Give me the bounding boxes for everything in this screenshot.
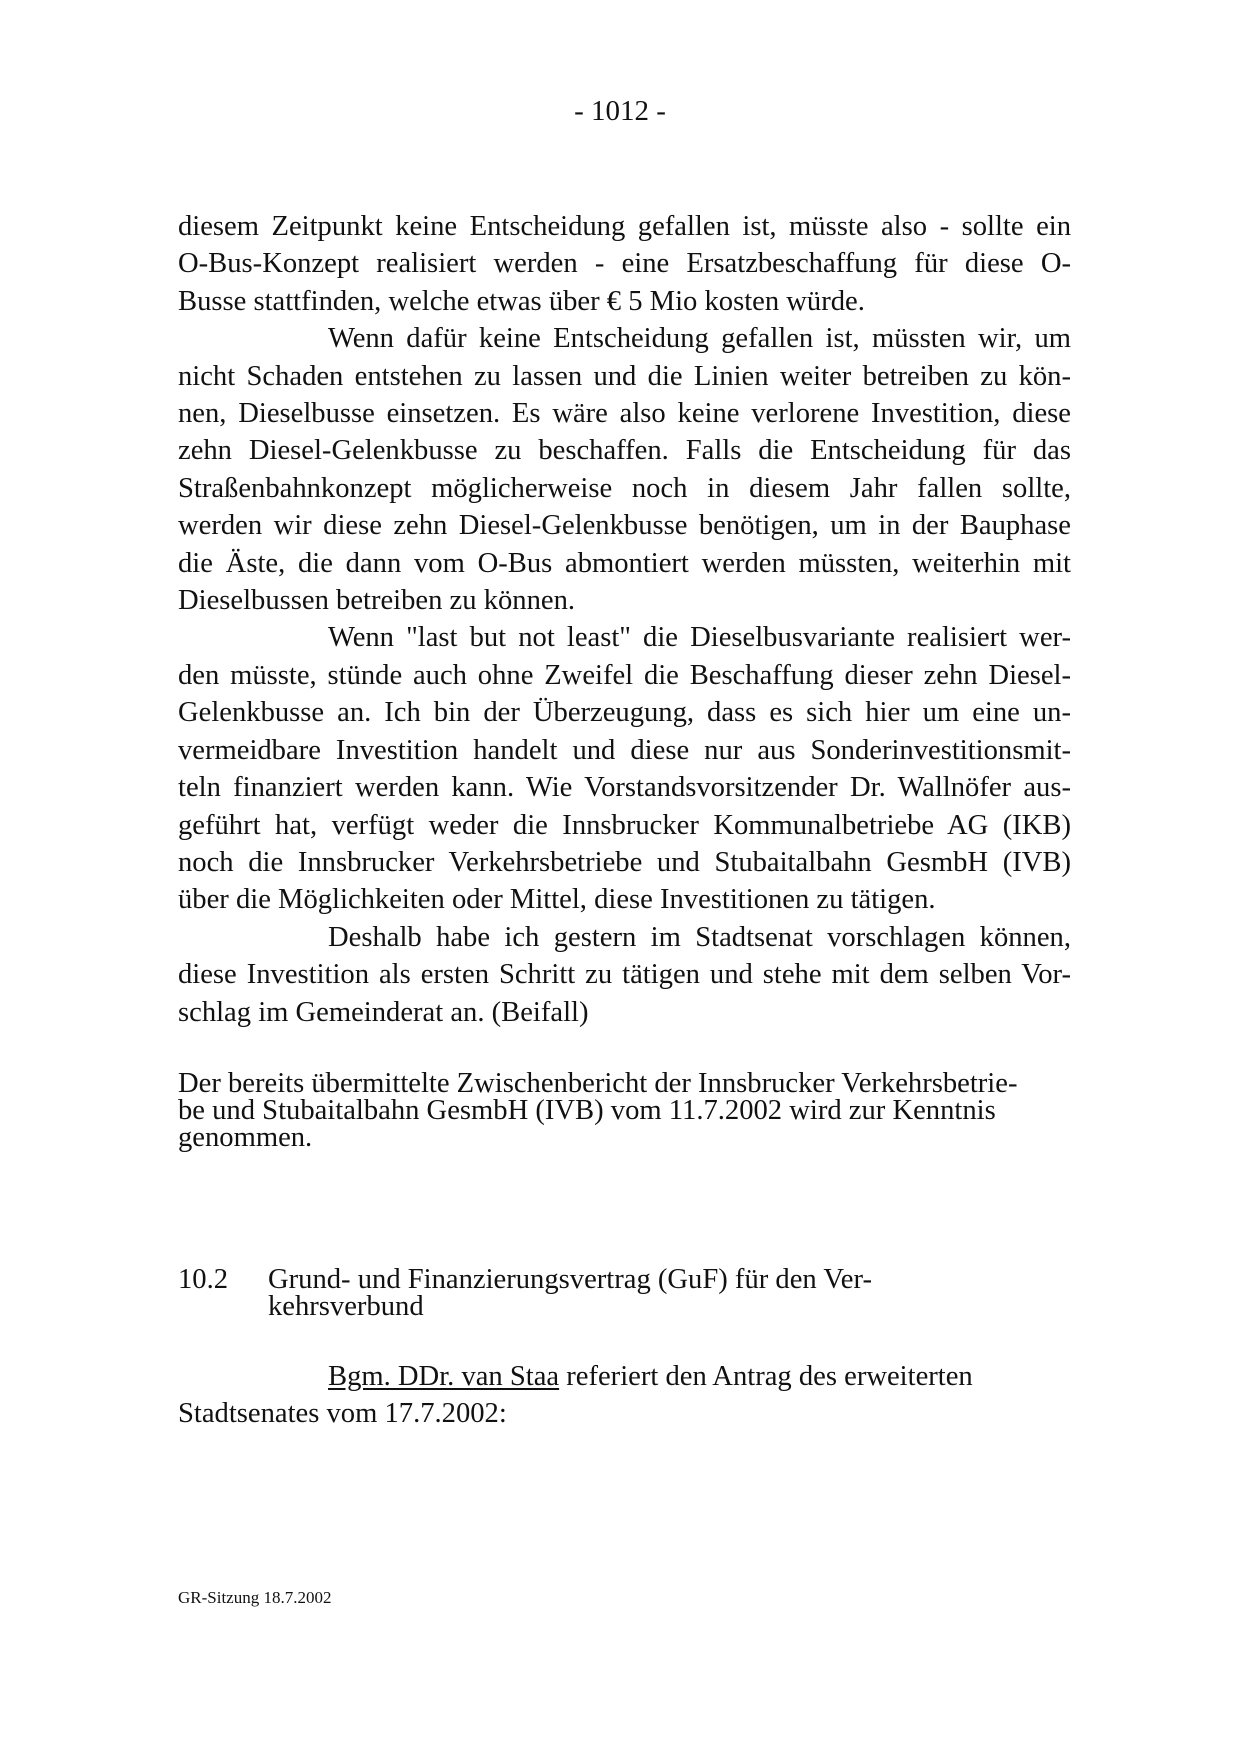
paragraph-2 — [178, 320, 1071, 619]
text-line: Dieselbussen betreiben zu können. — [178, 585, 576, 617]
section-title — [268, 1266, 872, 1320]
text-line: nicht Schaden entstehen zu lassen und die Linien weiter betreiben zu kön- — [178, 360, 1071, 392]
text-line: kehrsverbund — [268, 1291, 424, 1322]
text-line: Busse stattfinden, welche etwas über € 5 Mio kosten würde. — [178, 285, 865, 317]
text-line: genommen. — [178, 1122, 313, 1153]
text-line: die Äste, die dann vom O-Bus abmontiert werden müssten, weiterhin mit — [178, 547, 1071, 579]
text-line: Straßenbahnkonzept möglicherweise noch in diesem Jahr fallen sollte, — [178, 472, 1071, 504]
speaker-text: referiert den Antrag des erweiterten — [559, 1361, 973, 1392]
text-line: Grund- und Finanzierungsvertrag (GuF) für den Ver- — [268, 1264, 872, 1295]
text-line: zehn Diesel-Gelenkbusse zu beschaffen. Falls die Entscheidung für das — [178, 435, 1071, 467]
text-line: teln finanziert werden kann. Wie Vorstandsvorsitzender Dr. Wallnöfer aus- — [178, 772, 1071, 804]
paragraph-4 — [178, 919, 1071, 1031]
speaker-intro — [178, 1358, 973, 1433]
section-number: 10.2 — [178, 1264, 229, 1295]
text-line: Wenn "last but not least" die Dieselbusvariante realisiert wer- — [328, 622, 1071, 654]
paragraph-3 — [178, 619, 1071, 918]
speaker-name: Bgm. DDr. van Staa — [328, 1361, 560, 1392]
text-line: noch die Innsbrucker Verkehrsbetriebe und Stubaitalbahn GesmbH (IVB) — [178, 846, 1071, 878]
text-line: den müsste, stünde auch ohne Zweifel die Beschaffung dieser zehn Diesel- — [178, 659, 1071, 691]
text-line: schlag im Gemeinderat an. (Beifall) — [178, 996, 589, 1028]
text-line: O-Bus-Konzept realisiert werden - eine Ersatzbeschaffung für diese O- — [178, 248, 1071, 280]
text-line: werden wir diese zehn Diesel-Gelenkbusse benötigen, um in der Bauphase — [178, 510, 1071, 542]
text-line: nen, Dieselbusse einsetzen. Es wäre also keine verlorene Investition, diese — [178, 398, 1071, 430]
text-line: Wenn dafür keine Entscheidung gefallen ist, müssten wir, um — [328, 323, 1071, 355]
text-line: diese Investition als ersten Schritt zu tätigen und stehe mit dem selben Vor- — [178, 959, 1071, 991]
page-number: - 1012 - — [574, 95, 666, 127]
paragraph-1 — [178, 208, 1071, 320]
speaker-line — [178, 1358, 973, 1395]
page-footer: GR-Sitzung 18.7.2002 — [178, 1588, 332, 1607]
resolution-text — [178, 1070, 1017, 1151]
text-line: Der bereits übermittelte Zwischenbericht der Innsbrucker Verkehrsbetrie- — [178, 1068, 1018, 1099]
speech-text — [178, 208, 1071, 1031]
text-line: vermeidbare Investition handelt und diese nur aus Sonderinvestitionsmit- — [178, 734, 1071, 766]
text-line: be und Stubaitalbahn GesmbH (IVB) vom 11.7.2002 wird zur Kenntnis — [178, 1095, 996, 1126]
speaker-line-2: Stadtsenates vom 17.7.2002: — [178, 1398, 507, 1430]
text-line: geführt hat, verfügt weder die Innsbrucker Kommunalbetriebe AG (IKB) — [178, 809, 1071, 841]
text-line: über die Möglichkeiten oder Mittel, diese Investitionen zu tätigen. — [178, 884, 936, 916]
text-line: Deshalb habe ich gestern im Stadtsenat vorschlagen können, — [328, 921, 1071, 953]
text-line: Gelenkbusse an. Ich bin der Überzeugung, dass es sich hier um eine un- — [178, 697, 1071, 729]
text-line: diesem Zeitpunkt keine Entscheidung gefallen ist, müsste also - sollte ein — [178, 211, 1071, 242]
